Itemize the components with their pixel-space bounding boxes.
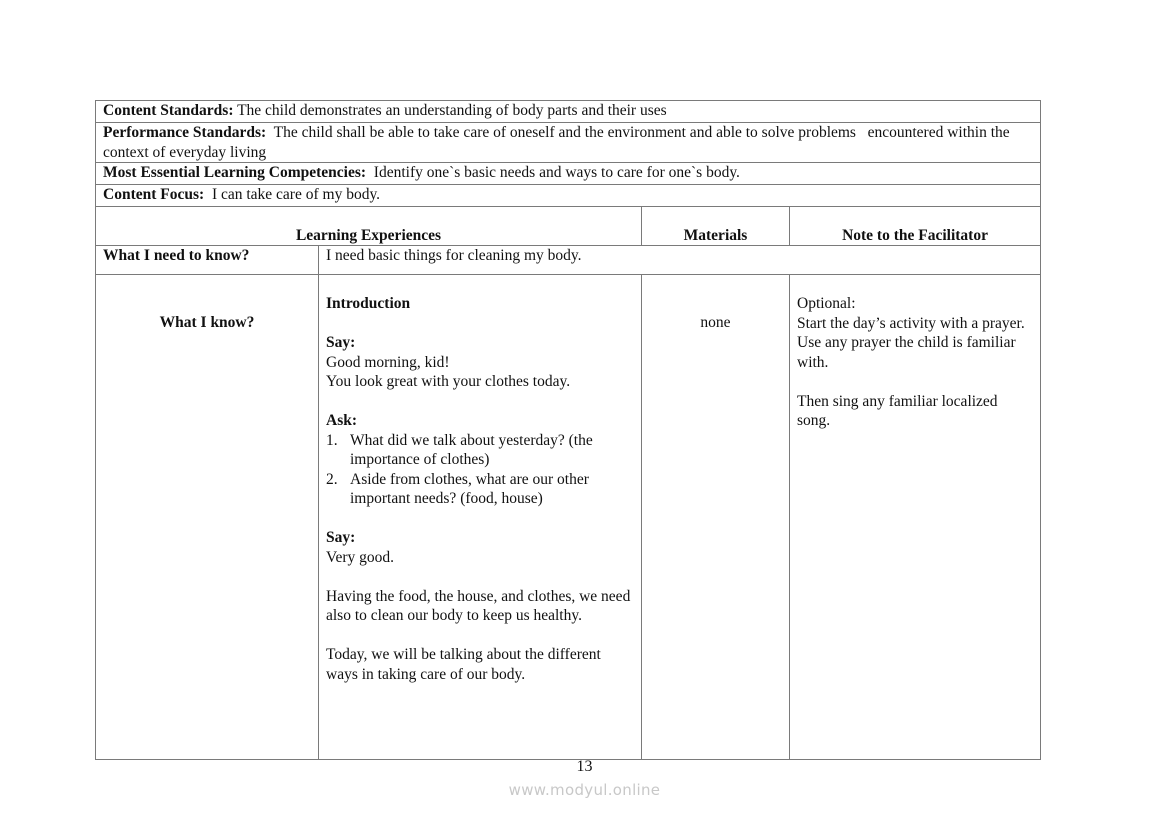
content-standards-row: [96, 101, 1041, 123]
melc-cell: [96, 163, 1041, 185]
melc-label: Most Essential Learning Competencies:: [103, 164, 367, 181]
ask-item-number: 1.: [326, 431, 338, 449]
note-text: Then sing any familiar localized song.: [797, 392, 998, 429]
materials-cell: none: [642, 275, 790, 760]
note-optional: Optional:: [797, 295, 856, 312]
page-number: 13: [576, 758, 593, 775]
table-header-row: [96, 207, 1041, 246]
content-focus-label: Content Focus:: [103, 186, 205, 203]
ask-label: Ask:: [326, 412, 358, 429]
ask-item: [326, 470, 634, 509]
say-line: Very good.: [326, 548, 395, 566]
what-i-need-to-know-label: What I need to know?: [96, 246, 319, 275]
paragraph: Today, we will be talking about the different ways in taking care of our body.: [326, 646, 601, 683]
content-standards-cell: [96, 101, 1041, 123]
performance-standards-row: [96, 123, 1041, 163]
paragraph: Having the food, the house, and clothes, we need also to clean our body to keep us healthy.: [326, 587, 631, 624]
content-standards-label: Content Standards:: [103, 102, 234, 119]
header-materials: Materials: [642, 207, 790, 246]
performance-standards-cell: [96, 123, 1041, 163]
content-focus-cell: [96, 185, 1041, 207]
what-i-need-to-know-row: [96, 246, 1041, 275]
ask-list: [326, 431, 634, 509]
lesson-table: [95, 100, 1041, 760]
melc-row: [96, 163, 1041, 185]
say-line: Good morning, kid!: [326, 353, 450, 371]
learning-experience-cell: [319, 275, 642, 760]
ask-item-text: Aside from clothes, what are our other important needs? (food, house): [350, 470, 589, 507]
ask-item: [326, 431, 634, 470]
performance-standards-text: The child shall be able to take care of oneself and the environment and able to solve problems encountered within the context of everyday living: [103, 124, 1014, 161]
content-standards-text: The child demonstrates an understanding of body parts and their uses: [233, 102, 667, 119]
watermark: www.modyul.online: [508, 781, 661, 799]
ask-item-text: What did we talk about yesterday? (the importance of clothes): [350, 431, 593, 468]
what-i-need-to-know-text: I need basic things for cleaning my body.: [319, 246, 1041, 275]
what-i-know-label: What I know?: [96, 275, 319, 760]
performance-standards-label: Performance Standards:: [103, 124, 267, 141]
content-focus-row: [96, 185, 1041, 207]
content-focus-text: I can take care of my body.: [204, 186, 381, 203]
ask-item-number: 2.: [326, 470, 338, 488]
header-learning-experiences: Learning Experiences: [96, 207, 642, 246]
say-line: You look great with your clothes today.: [326, 373, 571, 390]
say-label: Say:: [326, 334, 356, 351]
introduction-heading: Introduction: [326, 295, 411, 312]
facilitator-note-cell: [790, 275, 1041, 760]
header-note-to-facilitator: Note to the Facilitator: [790, 207, 1041, 246]
say-label: Say:: [326, 529, 356, 546]
what-i-know-row: [96, 275, 1041, 760]
melc-text: Identify one`s basic needs and ways to care for one`s body.: [366, 164, 740, 181]
note-text: Start the day’s activity with a prayer. Use any prayer the child is familiar with.: [797, 314, 1025, 371]
